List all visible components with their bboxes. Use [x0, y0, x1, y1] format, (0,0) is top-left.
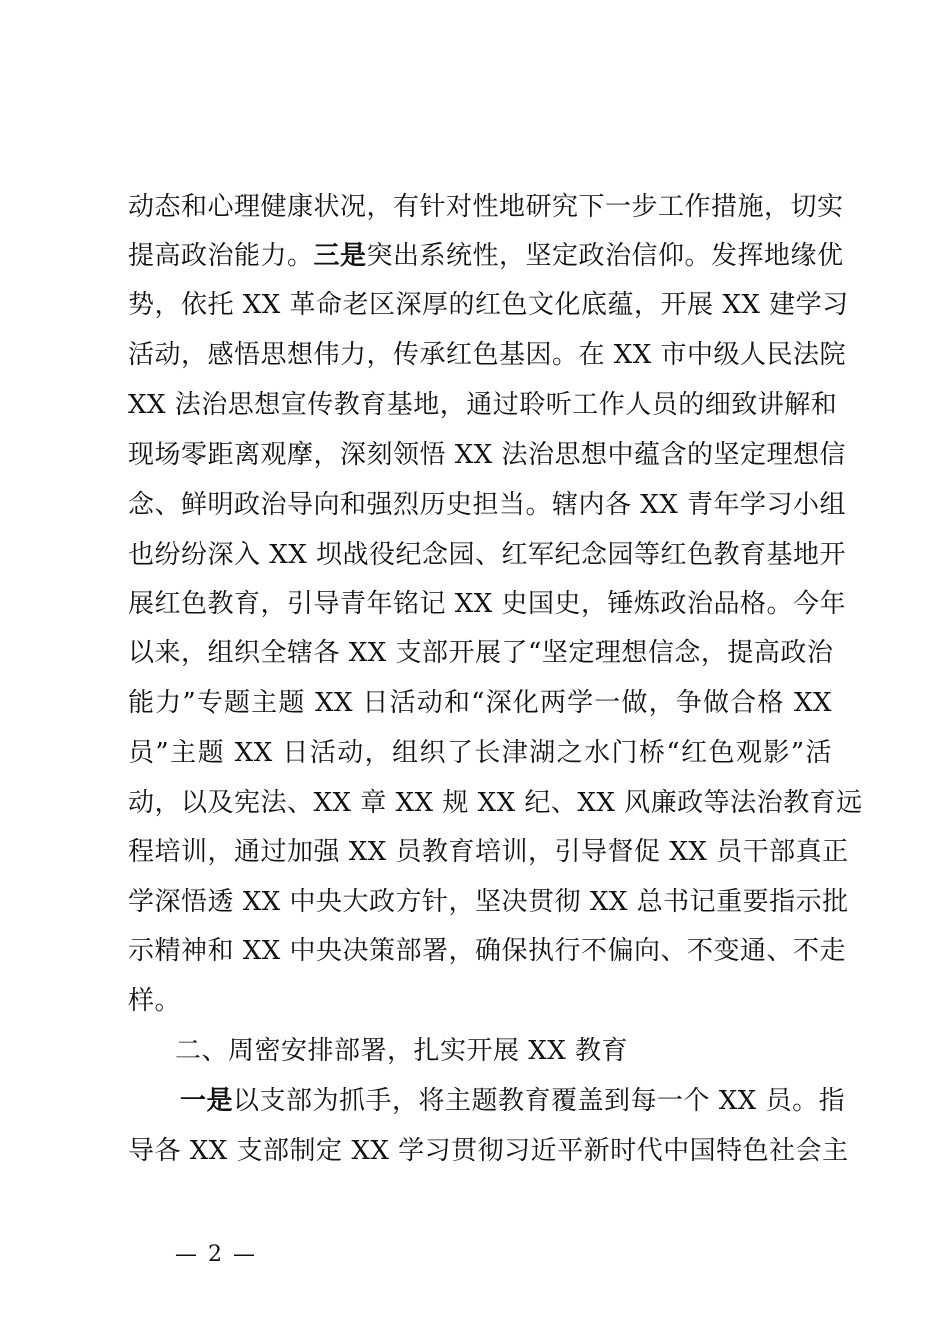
line-text: 以来，组织全辖各 XX 支部开展了“坚定理想信念，提高政治	[128, 638, 834, 668]
emphasis-label: 三是	[313, 241, 367, 271]
paragraph-line	[128, 1126, 849, 1176]
paragraph-line	[128, 182, 844, 232]
line-text: 活动，感悟思想伟力，传承红色基因。在 XX 市中级人民法院	[128, 340, 847, 370]
line-text: 员”主题 XX 日活动，组织了长津湖之水门桥“红色观影”活	[128, 738, 832, 768]
paragraph-line	[128, 877, 849, 927]
paragraph-line	[128, 231, 844, 281]
line-text: 动，以及宪法、XX 章 XX 规 XX 纪、XX 风廉政等法治教育远	[128, 788, 863, 818]
line-text: 突出系统性，坚定政治信仰。发挥地缘优	[366, 241, 844, 271]
paragraph-line	[128, 430, 847, 480]
paragraph-line	[128, 778, 863, 828]
paragraph-line	[128, 380, 838, 430]
heading-text: 二、周密安排部署，扎实开展 XX 教育	[175, 1036, 629, 1066]
line-text: 以支部为抓手，将主题教育覆盖到每一个 XX 员。指	[233, 1086, 846, 1116]
line-text: 学深悟透 XX 中央大政方针，坚决贯彻 XX 总书记重要指示批	[128, 887, 849, 917]
line-text: 动态和心理健康状况，有针对性地研究下一步工作措施，切实	[128, 192, 844, 222]
line-text: 导各 XX 支部制定 XX 学习贯彻习近平新时代中国特色社会主	[128, 1136, 849, 1166]
paragraph-line	[128, 827, 849, 877]
line-text: XX 法治思想宣传教育基地，通过聆听工作人员的细致讲解和	[128, 390, 838, 420]
line-text: 也纷纷深入 XX 坝战役纪念园、红军纪念园等红色教育基地开	[128, 540, 847, 570]
paragraph-line	[180, 1076, 846, 1126]
emphasis-label: 一是	[180, 1086, 234, 1116]
paragraph-line	[128, 926, 847, 976]
paragraph-line	[128, 728, 832, 778]
paragraph-line	[128, 976, 832, 1026]
paragraph-line	[128, 678, 832, 728]
paragraph-line	[128, 480, 847, 530]
line-text: 示精神和 XX 中央决策部署，确保执行不偏向、不变通、不走	[128, 936, 847, 966]
line-text: 提高政治能力。	[128, 241, 314, 271]
section-heading	[175, 1026, 827, 1076]
line-text: 现场零距离观摩，深刻领悟 XX 法治思想中蕴含的坚定理想信	[128, 440, 847, 470]
line-text: 势，依托 XX 革命老区深厚的红色文化底蕴，开展 XX 建学习	[128, 290, 849, 320]
page-number: — 2 —	[175, 1242, 257, 1267]
paragraph-line	[128, 280, 849, 330]
paragraph-line	[128, 330, 847, 380]
line-text: 能力”专题主题 XX 日活动和“深化两学一做，争做合格 XX	[128, 688, 832, 718]
paragraph-line	[128, 628, 832, 678]
line-text: 念、鲜明政治导向和强烈历史担当。辖内各 XX 青年学习小组	[128, 490, 847, 520]
line-text: 程培训，通过加强 XX 员教育培训，引导督促 XX 员干部真正	[128, 837, 849, 867]
line-text: 展红色教育，引导青年铭记 XX 史国史，锤炼政治品格。今年	[128, 589, 847, 619]
paragraph-line	[128, 530, 847, 580]
paragraph-line	[128, 579, 847, 629]
line-text: 样。	[128, 986, 182, 1016]
